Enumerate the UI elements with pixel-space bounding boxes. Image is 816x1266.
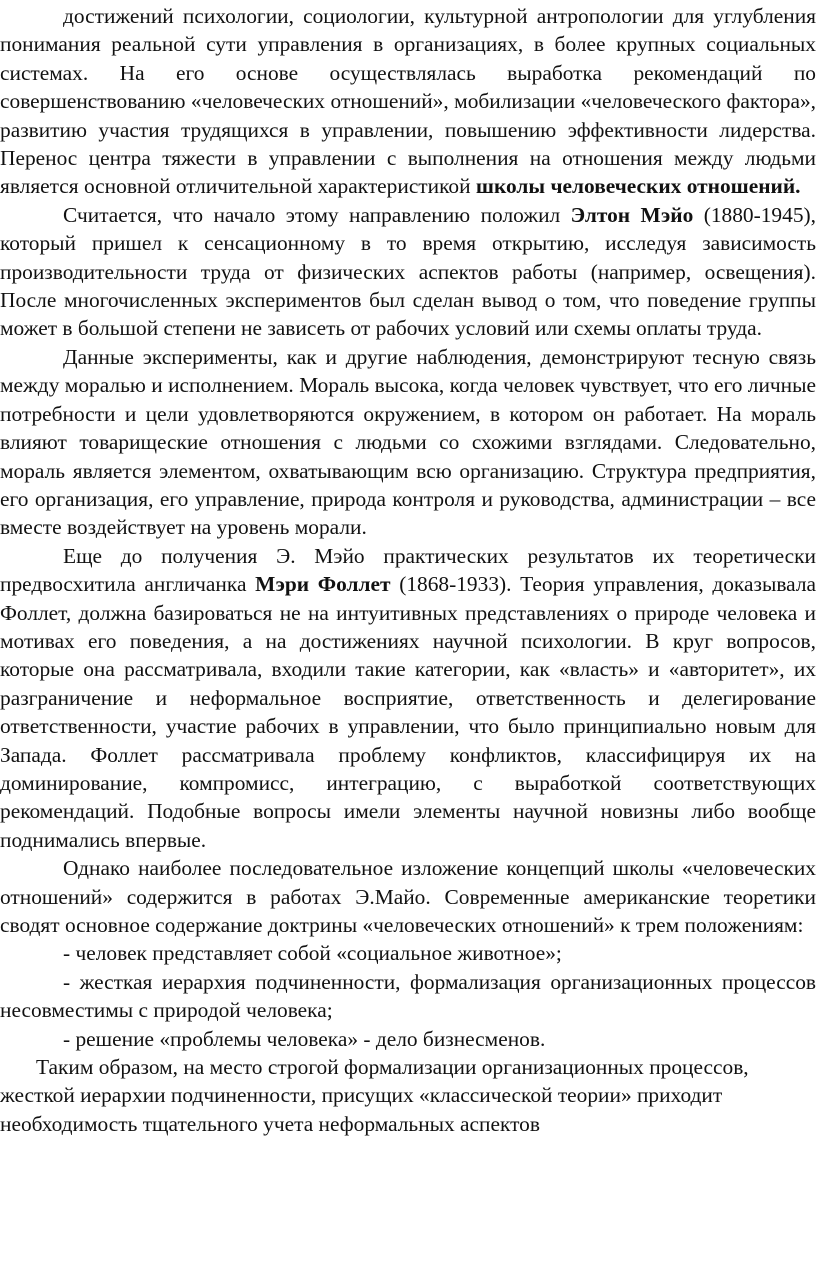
- paragraph: [0, 343, 816, 542]
- paragraph: [0, 939, 816, 967]
- bold-term: школы человеческих отношений.: [475, 174, 801, 199]
- text-run: Считается, что начало этому направлению положил: [63, 202, 571, 227]
- text-run: - человек представляет собой «социальное животное»;: [63, 941, 562, 966]
- text-run: - решение «проблемы человека» - дело бизнесменов.: [63, 1026, 546, 1051]
- text-run: Однако наиболее последовательное изложение концепций школы «человеческих отношений» содержится в работах Э.Майо. Современные американские теоретики сводят основное содержание доктрины «человеческих отношений» к трем положениям:: [0, 856, 816, 937]
- text-run: Данные эксперименты, как и другие наблюдения, демонстрируют тесную связь между моралью и исполнением. Мораль высока, когда человек чувствует, что его личные потребности и цели удовлетворяются окружением, в котором он работает. На мораль влияют товарищеские отношения с людьми со схожими взглядами. Следовательно, мораль является элементом, охватывающим всю организацию. Структура предприятия, его организация, его управление, природа контроля и руководства, администрации – все вместе воздействует на уровень морали.: [0, 344, 816, 540]
- paragraph: [0, 201, 816, 343]
- bold-term: Мэри Фоллет: [255, 572, 391, 597]
- bold-term: Элтон Мэйо: [570, 202, 694, 227]
- paragraph: [0, 854, 816, 939]
- document-body: [0, 2, 816, 1138]
- paragraph: [0, 542, 816, 854]
- paragraph: [0, 1053, 816, 1138]
- paragraph: [0, 1025, 816, 1053]
- paragraph: [0, 968, 816, 1025]
- text-run: (1880-1945), который пришел к сенсационному в то время открытию, исследуя зависимость производительности труда от физических аспектов работы (например, освещения). После многочисленных экспериментов был сделан вывод о том, что поведение группы может в большой степени не зависеть от рабочих условий или схемы оплаты труда.: [0, 202, 816, 341]
- text-run: - жесткая иерархия подчиненности, формализация организационных процессов несовместимы с природой человека;: [0, 969, 816, 1023]
- text-run: (1868-1933). Теория управления, доказывала Фоллет, должна базироваться не на интуитивных представлениях о природе человека и мотивах его поведения, а на достижениях научной психологии. В круг вопросов, которые она рассматривала, входили такие категории, как «власть» и «авторитет», их разграничение и неформальное восприятие, ответственность и делегирование ответственности, участие рабочих в управлении, что было принципиально новым для Запада. Фоллет рассматривала проблему конфликтов, классифицируя их на доминирование, компромисс, интеграцию, с выработкой соответствующих рекомендаций. Подобные вопросы имели элементы научной новизны либо вообще поднимались впервые.: [0, 572, 816, 852]
- text-run: Таким образом, на место строгой формализации организационных процессов, жесткой иерархии подчиненности, присущих «классической теории» приходит необходимость тщательного учета неформальных аспектов: [0, 1055, 749, 1136]
- paragraph: [0, 2, 816, 201]
- text-run: достижений психологии, социологии, культурной антропологии для углубления понимания реальной сути управления в организациях, в более крупных социальных системах. На его основе осуществлялась выработка рекомендаций по совершенствованию «человеческих отношений», мобилизации «человеческого фактора», развитию участия трудящихся в управлении, повышению эффективности лидерства. Перенос центра тяжести в управлении с выполнения на отношения между людьми является основной отличительной характеристикой: [0, 4, 816, 199]
- text-run: Еще до получения Э. Мэйо практических результатов их теоретически предвосхитила англичанка: [0, 543, 816, 597]
